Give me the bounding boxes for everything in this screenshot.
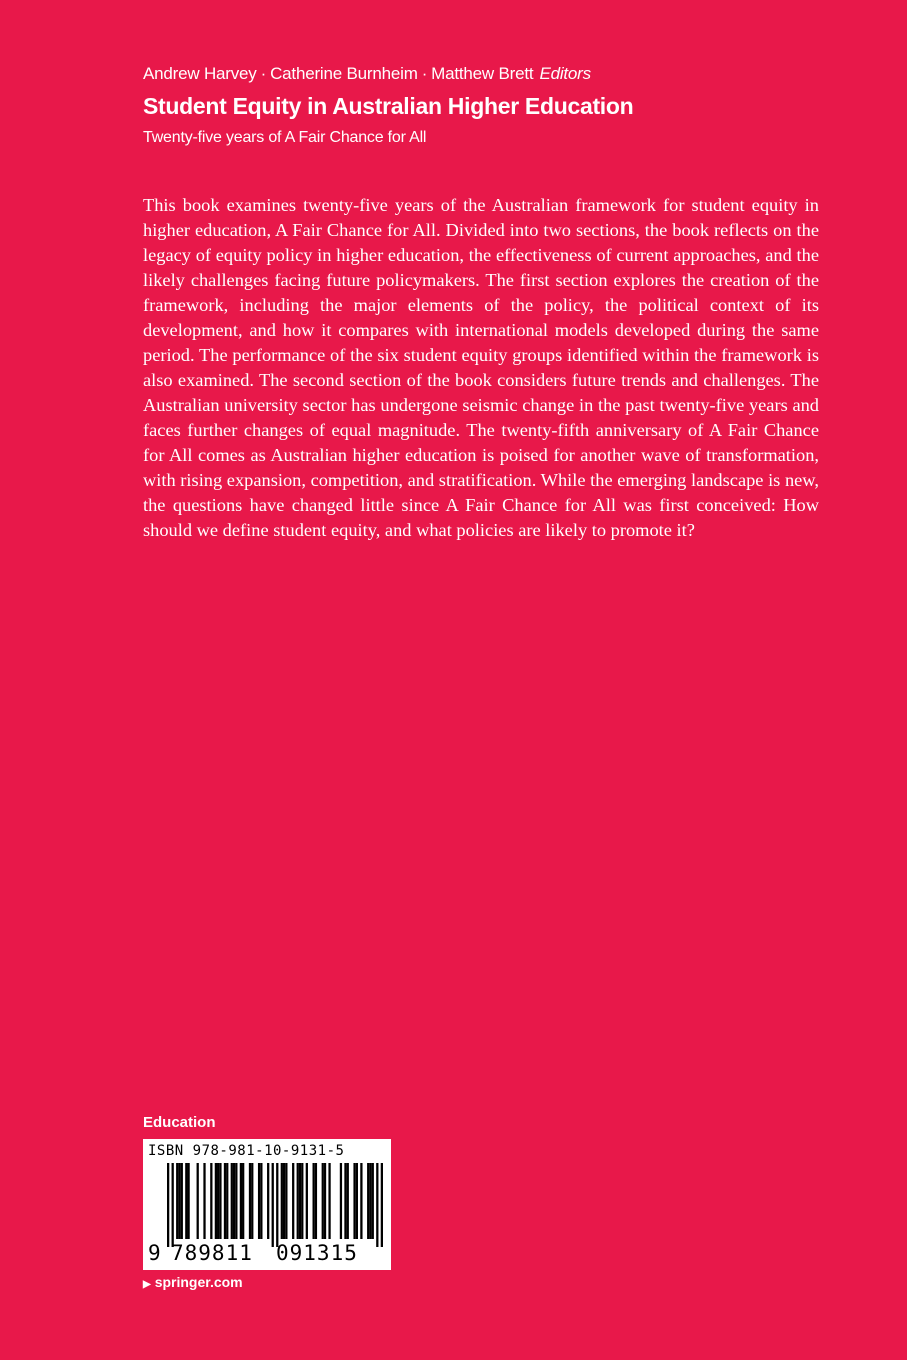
editors-role: Editors xyxy=(539,64,591,83)
barcode-bar xyxy=(315,1163,317,1239)
barcode-bar xyxy=(235,1163,237,1239)
header xyxy=(143,62,843,148)
barcode-bar xyxy=(283,1163,285,1239)
barcode-bar xyxy=(167,1163,169,1247)
barcode-bar xyxy=(347,1163,349,1239)
barcode-bar xyxy=(242,1163,244,1239)
barcode-bar xyxy=(367,1163,369,1239)
barcode-bar xyxy=(328,1163,330,1239)
book-blurb: This book examines twenty-five years of the Australian framework for student equity in higher education, A Fair Chance for All. Divided into two sections, the book reflects on the legacy of equity policy in higher education, the effectiveness of current approaches, and the likely challenges facing future policymakers. The first section explores the creation of the framework, including the major elements of the policy, the political context of its development, and how it compares with international models developed during the same period. The performance of the six student equity groups identified within the framework is also examined. The second section of the book considers future trends and challenges. The Australian university sector has undergone seismic change in the past twenty-five years and faces further changes of equal magnitude. The twenty-fifth anniversary of A Fair Chance for All comes as Australian higher education is poised for another wave of transformation, with rising expansion, competition, and stratification. While the emerging landscape is new, the questions have changed little since A Fair Chance for All was first conceived: How should we define student equity, and what policies are likely to promote it? xyxy=(143,195,819,540)
barcode-bar xyxy=(210,1163,212,1239)
barcode-bar xyxy=(322,1163,324,1239)
barcode-bar xyxy=(381,1163,383,1247)
barcode-bar xyxy=(187,1163,189,1239)
barcode-bar xyxy=(353,1163,355,1239)
barcode-bar xyxy=(219,1163,221,1239)
barcode-bar xyxy=(224,1163,226,1239)
barcode-bar xyxy=(356,1163,358,1239)
barcode-bar xyxy=(369,1163,371,1239)
barcode-bar xyxy=(215,1163,217,1239)
barcode-bar xyxy=(281,1163,283,1239)
editors-line xyxy=(143,62,843,86)
barcode-bar xyxy=(344,1163,346,1239)
barcode-bar xyxy=(272,1163,274,1247)
barcode-bar xyxy=(249,1163,251,1239)
barcode-bar xyxy=(217,1163,219,1239)
barcode-bar xyxy=(258,1163,260,1239)
editor-name: Matthew Brett xyxy=(431,64,534,83)
barcode-bar xyxy=(240,1163,242,1239)
barcode-bar xyxy=(376,1163,378,1247)
book-subtitle: Twenty-five years of A Fair Chance for All xyxy=(143,129,427,146)
barcode-bar xyxy=(176,1163,178,1239)
barcode-bar xyxy=(178,1163,180,1239)
isbn-text: ISBN 978-981-10-9131-5 xyxy=(148,1143,345,1159)
separator: · xyxy=(260,64,267,83)
category-label: Education xyxy=(143,1114,216,1131)
editor-name: Andrew Harvey xyxy=(143,64,257,83)
ean-right-digits: 091315 xyxy=(276,1241,358,1265)
book-title: Student Equity in Australian Higher Education xyxy=(143,93,634,119)
website-text: springer.com xyxy=(154,1274,243,1290)
barcode-bar xyxy=(324,1163,326,1239)
triangle-right-icon: ▶ xyxy=(143,1279,151,1290)
barcode-bar xyxy=(233,1163,235,1239)
barcode-bar xyxy=(181,1163,183,1239)
editor-name: Catherine Burnheim xyxy=(270,64,418,83)
barcode-bar xyxy=(372,1163,374,1239)
barcode-bar xyxy=(226,1163,228,1239)
barcode-bar xyxy=(185,1163,187,1239)
ean-left-digits: 789811 xyxy=(171,1241,253,1265)
barcode-bar xyxy=(203,1163,205,1239)
barcode-bar xyxy=(231,1163,233,1239)
website[interactable] xyxy=(143,1274,243,1290)
barcode-bar xyxy=(306,1163,308,1239)
barcode-bar xyxy=(260,1163,262,1239)
barcode-bar xyxy=(299,1163,301,1239)
barcode-bar xyxy=(251,1163,253,1239)
barcode-bar xyxy=(285,1163,287,1239)
barcode-bar xyxy=(313,1163,315,1239)
barcode-bar xyxy=(297,1163,299,1239)
barcode-bar xyxy=(267,1163,269,1239)
barcode-bar xyxy=(360,1163,362,1239)
barcode-bar xyxy=(197,1163,199,1239)
barcode-bar xyxy=(292,1163,294,1239)
barcode-bar xyxy=(301,1163,303,1239)
barcode-bar xyxy=(340,1163,342,1239)
ean-first-digit: 9 xyxy=(148,1241,161,1265)
barcode-bar xyxy=(276,1163,278,1247)
separator: · xyxy=(421,64,428,83)
barcode-bar xyxy=(172,1163,174,1247)
barcode-bars xyxy=(167,1163,383,1247)
isbn-barcode xyxy=(143,1139,391,1270)
